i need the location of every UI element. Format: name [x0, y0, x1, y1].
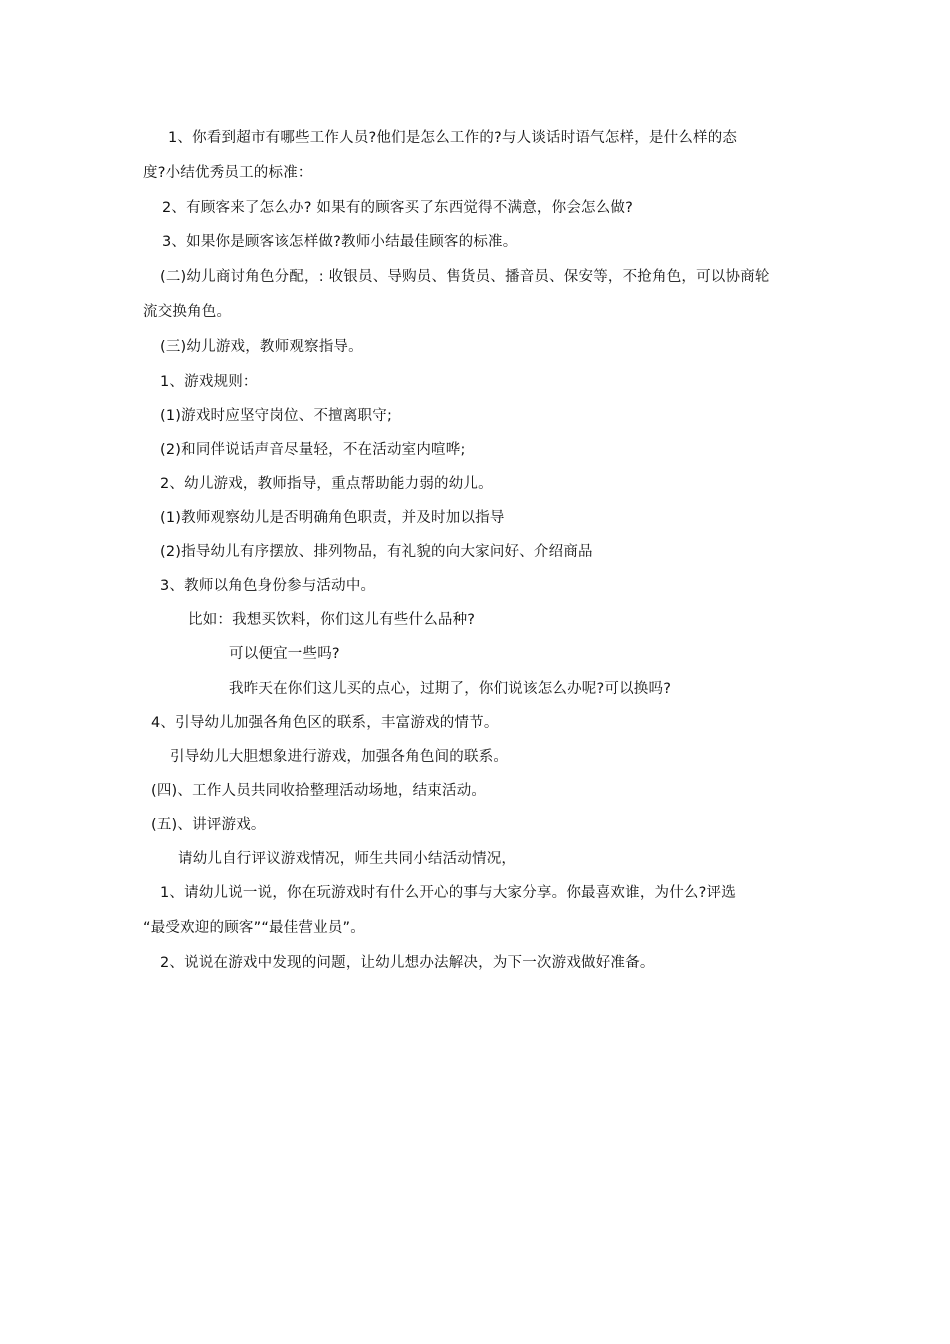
- text-line: 2、有顾客来了怎么办? 如果有的顾客买了东西觉得不满意，你会怎么做?: [162, 200, 634, 216]
- text-line: 4、引导幼儿加强各角色区的联系，丰富游戏的情节。: [151, 715, 499, 731]
- text-line: (三)幼儿游戏，教师观察指导。: [160, 339, 363, 355]
- text-line: 引导幼儿大胆想象进行游戏，加强各角色间的联系。: [170, 749, 509, 765]
- text-line: 流交换角色。: [143, 304, 232, 320]
- text-line: 2、说说在游戏中发现的问题，让幼儿想办法解决，为下一次游戏做好准备。: [160, 955, 655, 971]
- text-line: 请幼儿自行评议游戏情况，师生共同小结活动情况，: [178, 851, 517, 867]
- text-line: “最受欢迎的顾客”“最佳营业员”。: [143, 920, 365, 936]
- text-line: 度?小结优秀员工的标准：: [143, 165, 313, 181]
- text-line: (五)、讲评游戏。: [151, 817, 266, 833]
- text-line: (2)指导幼儿有序摆放、排列物品，有礼貌的向大家问好、介绍商品: [160, 544, 593, 560]
- text-line: (四)、工作人员共同收拾整理活动场地，结束活动。: [151, 783, 487, 799]
- text-line: 比如：我想买饮料，你们这儿有些什么品种?: [188, 612, 476, 628]
- text-line: 2、幼儿游戏，教师指导，重点帮助能力弱的幼儿。: [160, 476, 493, 492]
- text-line: 我昨天在你们这儿买的点心，过期了，你们说该怎么办呢?可以换吗?: [229, 681, 672, 697]
- text-line: 1、你看到超市有哪些工作人员?他们是怎么工作的?与人谈话时语气怎样，是什么样的态: [168, 130, 738, 146]
- text-line: 3、如果你是顾客该怎样做?教师小结最佳顾客的标准。: [162, 234, 518, 250]
- text-line: (1)教师观察幼儿是否明确角色职责，并及时加以指导: [160, 510, 505, 526]
- text-line: (2)和同伴说话声音尽量轻，不在活动室内喧哗;: [160, 442, 466, 458]
- text-line: 3、教师以角色身份参与活动中。: [160, 578, 376, 594]
- text-line: 可以便宜一些吗?: [229, 646, 340, 662]
- text-line: 1、游戏规则：: [160, 374, 258, 390]
- text-line: 1、请幼儿说一说，你在玩游戏时有什么开心的事与大家分享。你最喜欢谁，为什么?评选: [160, 885, 736, 901]
- text-line: (1)游戏时应坚守岗位、不擅离职守;: [160, 408, 393, 424]
- text-line: (二)幼儿商讨角色分配，: 收银员、导购员、售货员、播音员、保安等，不抢角色，可以协商轮: [160, 269, 770, 285]
